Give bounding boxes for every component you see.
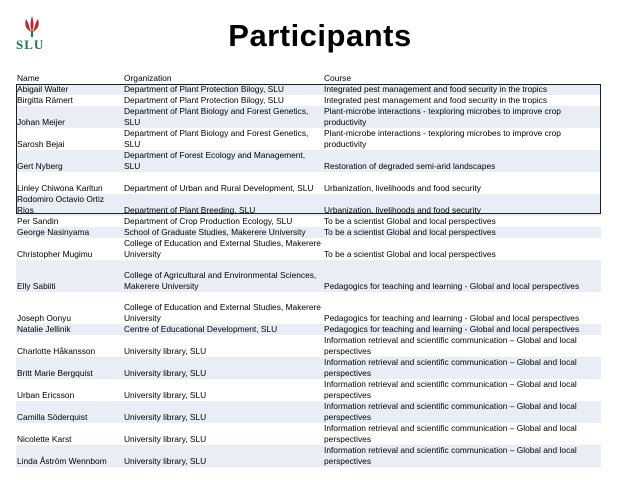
participant-course: Pedagogics for teaching and learning - Global and local perspectives	[324, 313, 580, 324]
table-row	[16, 357, 601, 379]
table-row	[16, 238, 601, 260]
participant-course: Urbanization, livelihoods and food security	[324, 205, 481, 216]
participant-name: Gert Nyberg	[17, 161, 63, 172]
participant-organization: Centre of Educational Development, SLU	[124, 324, 278, 334]
participant-course: Information retrieval and scientific communication – Global and local perspectives	[324, 357, 577, 379]
table-row	[16, 95, 601, 106]
table-row	[16, 324, 601, 335]
participant-name: Christopher Mugimu	[17, 249, 93, 260]
participant-course: Information retrieval and scientific communication – Global and local perspectives	[324, 445, 577, 467]
participant-name: Sarosh Bejai	[17, 139, 65, 150]
participant-course: Pedagogics for teaching and learning - Global and local perspectives	[324, 324, 580, 334]
participant-organization: Department of Plant Biology and Forest Genetics, SLU	[124, 106, 309, 128]
table-row	[16, 84, 601, 95]
participant-organization: Department of Plant Breeding, SLU	[124, 205, 256, 216]
participant-course: Restoration of degraded semi-arid landscapes	[324, 161, 496, 172]
participant-name: Natalie Jellinik	[17, 324, 71, 334]
participant-course: Information retrieval and scientific communication – Global and local perspectives	[324, 379, 577, 401]
participant-organization: Department of Urban and Rural Development, SLU	[124, 183, 314, 194]
participant-name: Rodomiro Octavio Ortiz Rios	[17, 194, 105, 216]
header-name: Name	[17, 73, 40, 83]
table-row	[16, 423, 601, 445]
participant-course: Integrated pest management and food security in the tropics	[324, 84, 548, 94]
participant-name: George Nasinyama	[17, 227, 90, 237]
table-row	[16, 106, 601, 128]
participant-organization: Department of Plant Protection Bilogy, SLU	[124, 95, 284, 105]
participant-course: Integrated pest management and food security in the tropics	[324, 95, 548, 105]
participant-name: Elly Sabiiti	[17, 281, 56, 292]
participant-name: Britt Marie Bergquist	[17, 368, 93, 379]
participant-organization: Department of Crop Production Ecology, SLU	[124, 216, 293, 226]
table-row	[16, 216, 601, 227]
table-header-row	[16, 73, 601, 84]
participant-course: To be a scientist Global and local perspectives	[324, 227, 496, 237]
participant-course: Urbanization, livelihoods and food security	[324, 183, 481, 194]
participant-organization: University library, SLU	[124, 434, 207, 445]
participant-organization: College of Education and External Studies, Makerere University	[124, 238, 321, 260]
table-body	[16, 84, 601, 467]
participant-organization: University library, SLU	[124, 456, 207, 467]
participant-name: Johan Meijer	[17, 117, 65, 128]
participant-course: Plant-microbe interactions - texploring microbes to improve crop productivity	[324, 106, 561, 128]
participant-name: Per Sandin	[17, 216, 59, 226]
participant-course: Information retrieval and scientific communication – Global and local perspectives	[324, 335, 577, 357]
table-row	[16, 379, 601, 401]
participant-name: Nicolette Karst	[17, 434, 72, 445]
participant-course: Pedagogics for teaching and learning - Global and local perspectives	[324, 281, 580, 292]
logo-text: SLU	[16, 37, 45, 52]
participant-organization: College of Agricultural and Environmental Sciences, Makerere University	[124, 270, 317, 292]
participant-course: Information retrieval and scientific communication – Global and local perspectives	[324, 401, 577, 423]
header-course: Course	[324, 73, 351, 83]
participant-name: Joseph Oonyu	[17, 313, 72, 324]
participant-name: Birgitta Rämert	[17, 95, 73, 105]
participant-name: Linley Chiwona Karltun	[17, 183, 103, 194]
participants-table	[16, 73, 601, 467]
participant-organization: University library, SLU	[124, 368, 207, 379]
participant-name: Urban Ericsson	[17, 390, 75, 401]
page-title: Participants	[228, 18, 412, 53]
participant-course: Information retrieval and scientific communication – Global and local perspectives	[324, 423, 577, 445]
table-row	[16, 401, 601, 423]
participant-name: Abigail Walter	[17, 84, 69, 94]
participant-organization: Department of Plant Protection Bilogy, SLU	[124, 84, 284, 94]
participant-organization: Department of Forest Ecology and Management, SLU	[124, 150, 306, 172]
table-row	[16, 335, 601, 357]
participant-organization: School of Graduate Studies, Makerere University	[124, 227, 306, 237]
table-row	[16, 227, 601, 238]
participant-course: To be a scientist Global and local perspectives	[324, 249, 496, 260]
table-row	[16, 260, 601, 292]
participant-organization: College of Education and External Studies, Makerere University	[124, 302, 321, 324]
table-row	[16, 292, 601, 324]
table-row	[16, 172, 601, 194]
table-row	[16, 150, 601, 172]
participant-name: Charlotte Håkansson	[17, 346, 96, 357]
participant-organization: University library, SLU	[124, 346, 207, 357]
participant-name: Linda Åström Wennbom	[17, 456, 107, 467]
participant-organization: University library, SLU	[124, 390, 207, 401]
table-row	[16, 445, 601, 467]
participant-organization: Department of Plant Biology and Forest Genetics, SLU	[124, 128, 309, 150]
participant-organization: University library, SLU	[124, 412, 207, 423]
participant-name: Camilla Söderquist	[17, 412, 88, 423]
header-organization: Organization	[124, 73, 172, 83]
participant-course: To be a scientist Global and local perspectives	[324, 216, 496, 226]
table-row	[16, 128, 601, 150]
participant-course: Plant-microbe interactions - texploring microbes to improve crop productivity	[324, 128, 561, 150]
table-row	[16, 194, 601, 216]
